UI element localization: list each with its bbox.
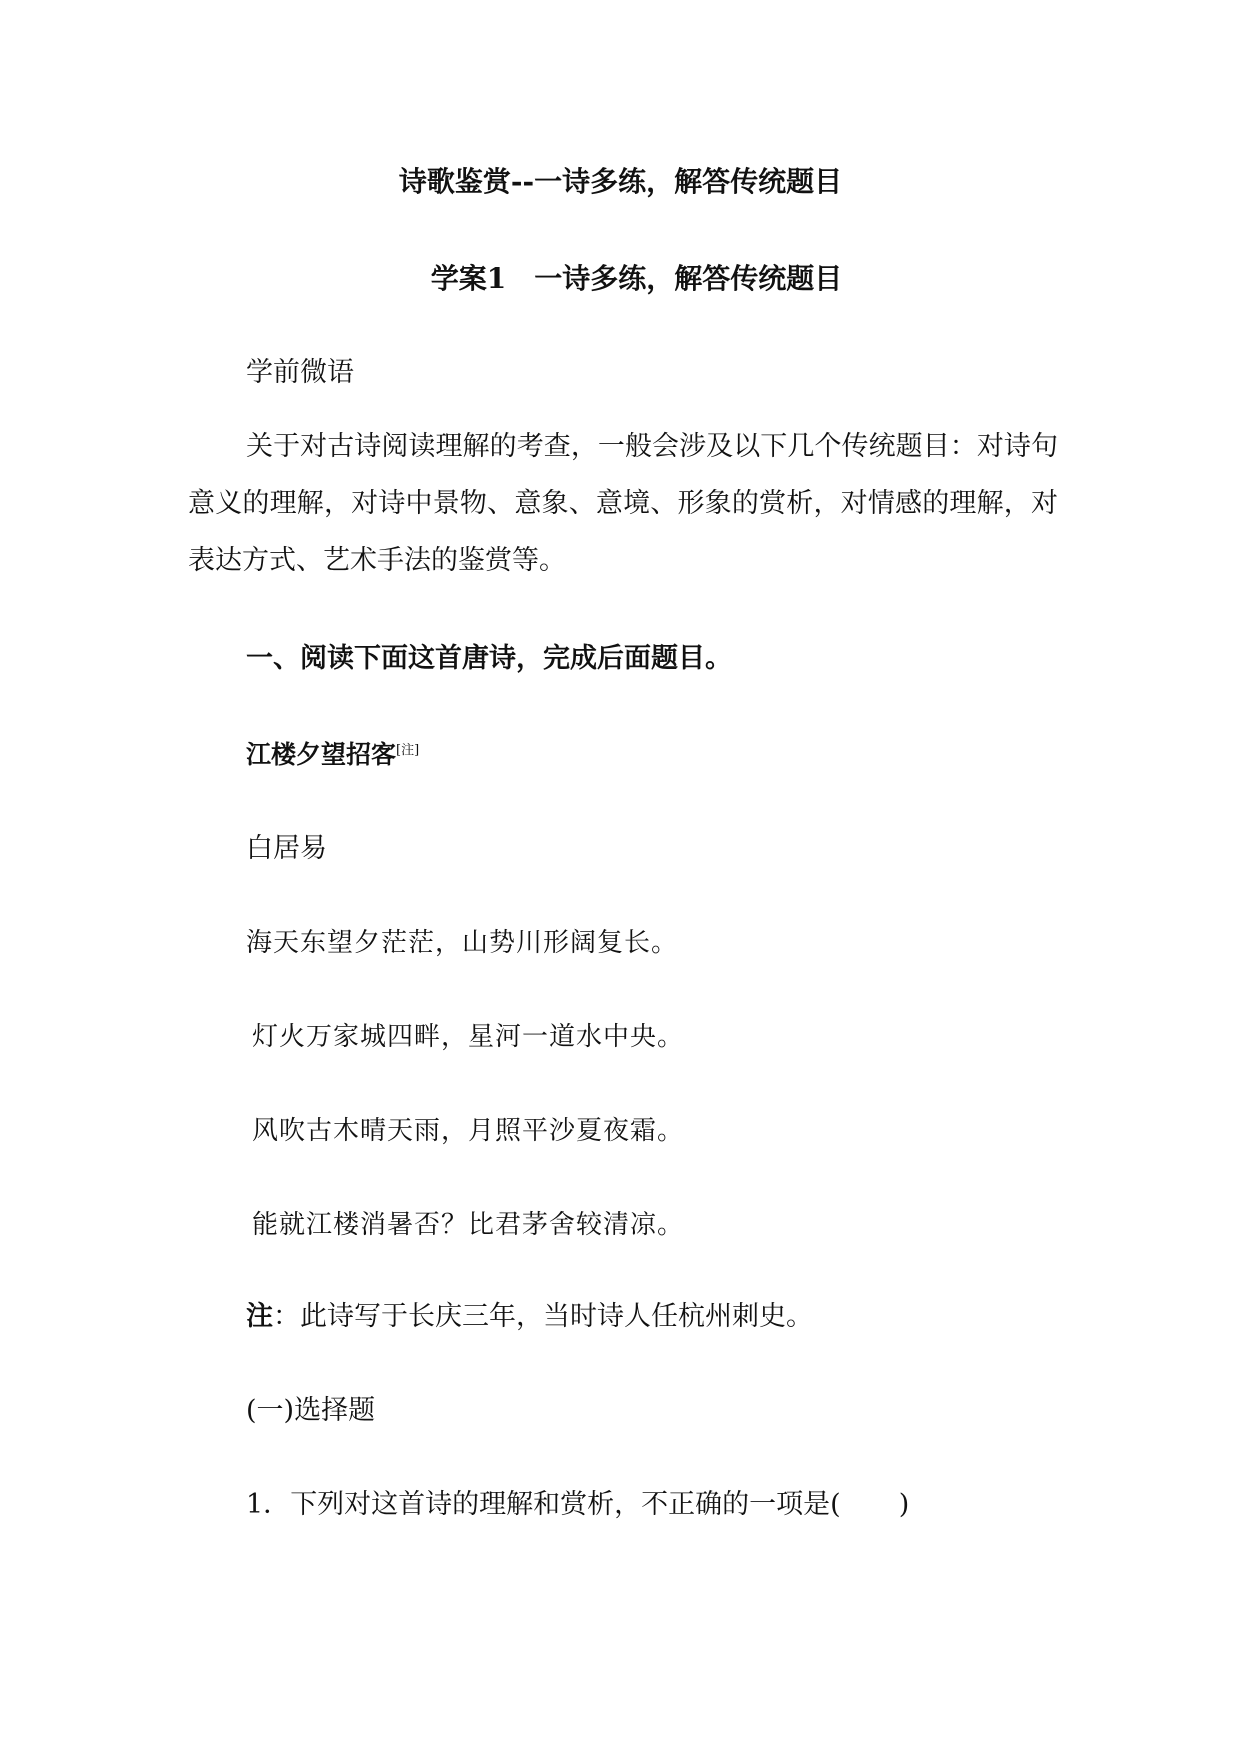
lesson-subtitle: 学案1 一诗多练，解答传统题目 (430, 262, 843, 295)
poem-line: 能就江楼消暑否？比君茅舍较清凉。 (252, 1210, 685, 1240)
poem-title (246, 738, 419, 772)
choice-section-label: (一)选择题 (246, 1395, 376, 1426)
intro-heading: 学前微语 (246, 357, 354, 388)
poem-line: 海天东望夕茫茫，山势川形阔复长。 (246, 928, 679, 958)
note-text: ：此诗写于长庆三年，当时诗人任杭州刺史。 (273, 1301, 813, 1332)
question-1 (246, 1488, 909, 1522)
note-label: 注 (246, 1301, 273, 1332)
poem-title-text: 江楼夕望招客 (246, 740, 397, 769)
question-number: 1． (246, 1489, 291, 1520)
poem-author: 白居易 (246, 833, 327, 864)
question-text: 下列对这首诗的理解和赏析，不正确的一项是( (290, 1489, 841, 1520)
poem-line: 风吹古木晴天雨，月照平沙夏夜霜。 (252, 1116, 685, 1146)
question-close-paren: ) (898, 1489, 910, 1520)
poem-line: 灯火万家城四畔，星河一道水中央。 (252, 1022, 685, 1052)
poem-note (246, 1300, 813, 1334)
section-one-instruction: 一、阅读下面这首唐诗，完成后面题目。 (246, 643, 732, 674)
document-title: 诗歌鉴赏--一诗多练，解答传统题目 (398, 165, 843, 198)
intro-paragraph: 关于对古诗阅读理解的考查，一般会涉及以下几个传统题目：对诗句意义的理解，对诗中景物、意象、意境、形象的赏析，对情感的理解，对表达方式、艺术手法的鉴赏等。 (188, 431, 1058, 576)
poem-note-marker: [注] (396, 743, 420, 758)
